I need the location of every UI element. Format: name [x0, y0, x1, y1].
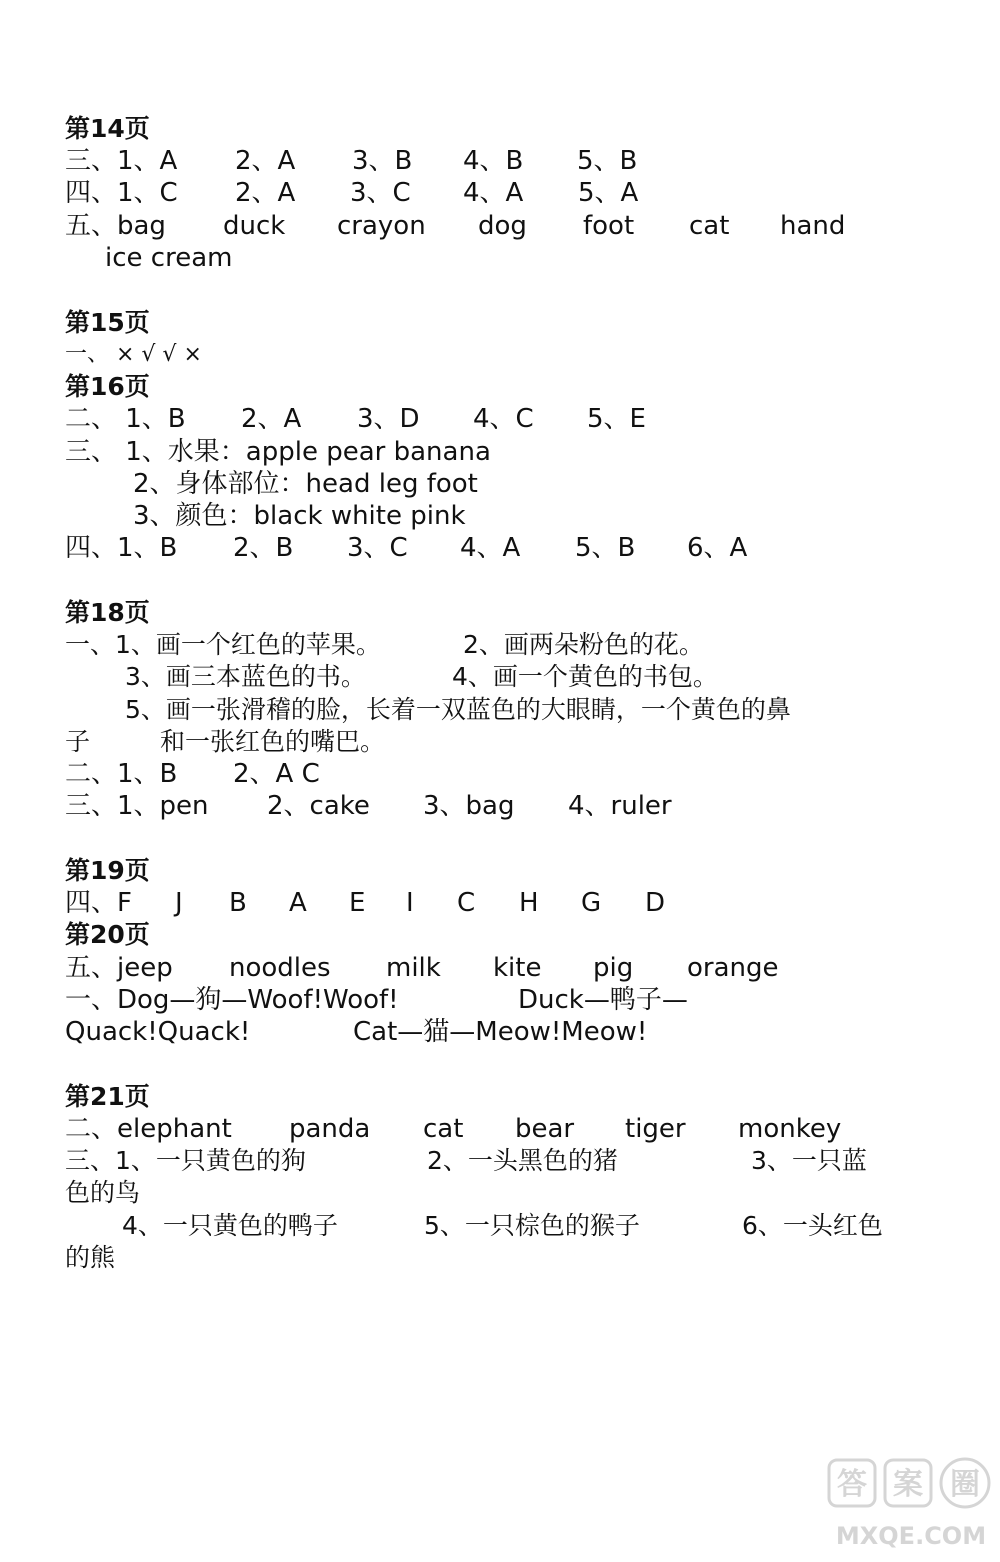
watermark-site: MXQE.COM	[835, 1522, 987, 1550]
svg-text:案: 案	[893, 1467, 923, 1502]
answer-item: 4、A	[463, 178, 524, 208]
svg-text:答: 答	[837, 1467, 867, 1502]
answer-item: duck	[223, 211, 286, 241]
answer-row	[65, 952, 779, 984]
answer-item: 三、1、一只黄色的狗	[65, 1146, 306, 1175]
answer-item: Quack!Quack!	[65, 1017, 251, 1047]
answer-item: 五、bag	[65, 211, 166, 241]
answer-row: 3、颜色：black white pink	[133, 501, 466, 531]
answer-item: panda	[289, 1114, 371, 1144]
answer-row	[65, 629, 704, 661]
answer-item: 2、cake	[267, 791, 370, 821]
answer-item: G	[581, 888, 602, 918]
answer-row	[65, 1113, 842, 1145]
answer-item: 四、F	[65, 888, 132, 918]
answer-row: ice cream	[105, 243, 233, 273]
answer-item: bear	[515, 1114, 575, 1144]
answer-row	[65, 210, 846, 242]
answer-item: 三、1、A	[65, 146, 178, 176]
answer-item: pig	[593, 953, 634, 983]
answer-item: tiger	[625, 1114, 686, 1144]
answer-item: 5、一只棕色的猴子	[424, 1211, 640, 1240]
answer-item: hand	[780, 211, 846, 241]
answer-item: A	[289, 888, 307, 918]
answer-row	[65, 758, 320, 790]
answer-row	[65, 145, 638, 177]
answer-row: 色的鸟	[65, 1178, 141, 1207]
answer-item: 3、D	[357, 404, 420, 434]
section-heading-p16: 第16页	[65, 372, 150, 401]
answer-item: 三、1、pen	[65, 791, 209, 821]
answer-item: J	[175, 888, 183, 918]
answer-item: 2、画两朵粉色的花。	[463, 630, 704, 659]
answer-item: 和一张红色的嘴巴。	[160, 727, 386, 756]
answer-item: 一、Dog—狗—Woof!Woof!	[65, 985, 399, 1015]
section-heading-p18: 第18页	[65, 598, 150, 627]
answer-item: monkey	[738, 1114, 842, 1144]
answer-item: 四、1、B	[65, 533, 178, 563]
answer-item: 3、C	[347, 533, 408, 563]
answer-row	[125, 661, 718, 693]
section-heading-p15: 第15页	[65, 308, 150, 337]
answer-item: 4、A	[460, 533, 521, 563]
answer-item: foot	[583, 211, 635, 241]
answer-item: 一、1、画一个红色的苹果。	[65, 630, 381, 659]
answer-item: 2、A	[235, 178, 296, 208]
answer-item: 2、A C	[233, 759, 320, 789]
answer-item: 4、C	[473, 404, 534, 434]
section-heading-p21: 第21页	[65, 1082, 150, 1111]
answer-item: D	[645, 888, 666, 918]
answer-item: C	[457, 888, 476, 918]
answer-item: I	[406, 888, 414, 918]
answer-item: 2、一头黑色的猪	[427, 1146, 618, 1175]
answer-row: 一、 × √ √ ×	[65, 342, 202, 367]
answer-row	[65, 1145, 867, 1177]
answer-item: 4、画一个黄色的书包。	[452, 662, 718, 691]
answer-item: kite	[493, 953, 542, 983]
answer-row	[65, 887, 666, 919]
answer-item: Cat—猫—Meow!Meow!	[353, 1017, 648, 1047]
answer-row	[65, 177, 639, 209]
answer-item: 4、ruler	[568, 791, 672, 821]
answer-item: 4、一只黄色的鸭子	[122, 1211, 338, 1240]
answer-item: 子	[65, 727, 91, 756]
answer-row	[65, 984, 688, 1016]
answer-item: 3、bag	[423, 791, 515, 821]
answer-item: 6、A	[687, 533, 748, 563]
answer-row: 2、身体部位：head leg foot	[133, 469, 478, 499]
answer-item: 二、elephant	[65, 1114, 232, 1144]
answer-item: 五、jeep	[65, 953, 173, 983]
section-heading-p19: 第19页	[65, 856, 150, 885]
answer-item: 3、C	[350, 178, 411, 208]
answer-row	[65, 726, 386, 758]
section-heading-p20: 第20页	[65, 920, 150, 949]
answer-item: 6、一头红色	[742, 1211, 883, 1240]
answer-item: 3、一只蓝	[751, 1146, 867, 1175]
answer-row: 5、画一张滑稽的脸，长着一双蓝色的大眼睛，一个黄色的鼻	[125, 695, 791, 724]
answer-row	[65, 1016, 648, 1048]
answer-item: 2、A	[241, 404, 302, 434]
answer-row	[65, 790, 672, 822]
answer-row	[65, 403, 646, 435]
answer-item: orange	[687, 953, 779, 983]
watermark-logo-icon	[825, 1452, 995, 1557]
answer-item: 二、1、B	[65, 759, 178, 789]
answer-item: 5、E	[587, 404, 646, 434]
answer-row	[65, 532, 748, 564]
answer-item: 5、B	[577, 146, 638, 176]
answer-item: 2、A	[235, 146, 296, 176]
answer-row: 三、 1、水果：apple pear banana	[65, 437, 491, 467]
answer-row	[122, 1210, 883, 1242]
site-watermark	[825, 1452, 995, 1557]
answer-item: milk	[386, 953, 441, 983]
answer-item: 3、B	[352, 146, 413, 176]
answer-item: cat	[689, 211, 730, 241]
answer-item: 5、B	[575, 533, 636, 563]
svg-text:圈: 圈	[950, 1467, 980, 1502]
answer-item: Duck—鸭子—	[518, 985, 688, 1015]
answer-item: 3、画三本蓝色的书。	[125, 662, 366, 691]
answer-row: 的熊	[65, 1243, 116, 1272]
answer-item: B	[229, 888, 247, 918]
answer-item: 二、 1、B	[65, 404, 186, 434]
answer-item: E	[349, 888, 366, 918]
answer-item: crayon	[337, 211, 426, 241]
answer-item: H	[519, 888, 539, 918]
answer-item: dog	[478, 211, 527, 241]
answer-item: 5、A	[578, 178, 639, 208]
answer-item: noodles	[229, 953, 331, 983]
answer-item: 4、B	[463, 146, 524, 176]
answer-item: 四、1、C	[65, 178, 178, 208]
answer-item: 2、B	[233, 533, 294, 563]
section-heading-p14: 第14页	[65, 114, 150, 143]
answer-item: cat	[423, 1114, 464, 1144]
